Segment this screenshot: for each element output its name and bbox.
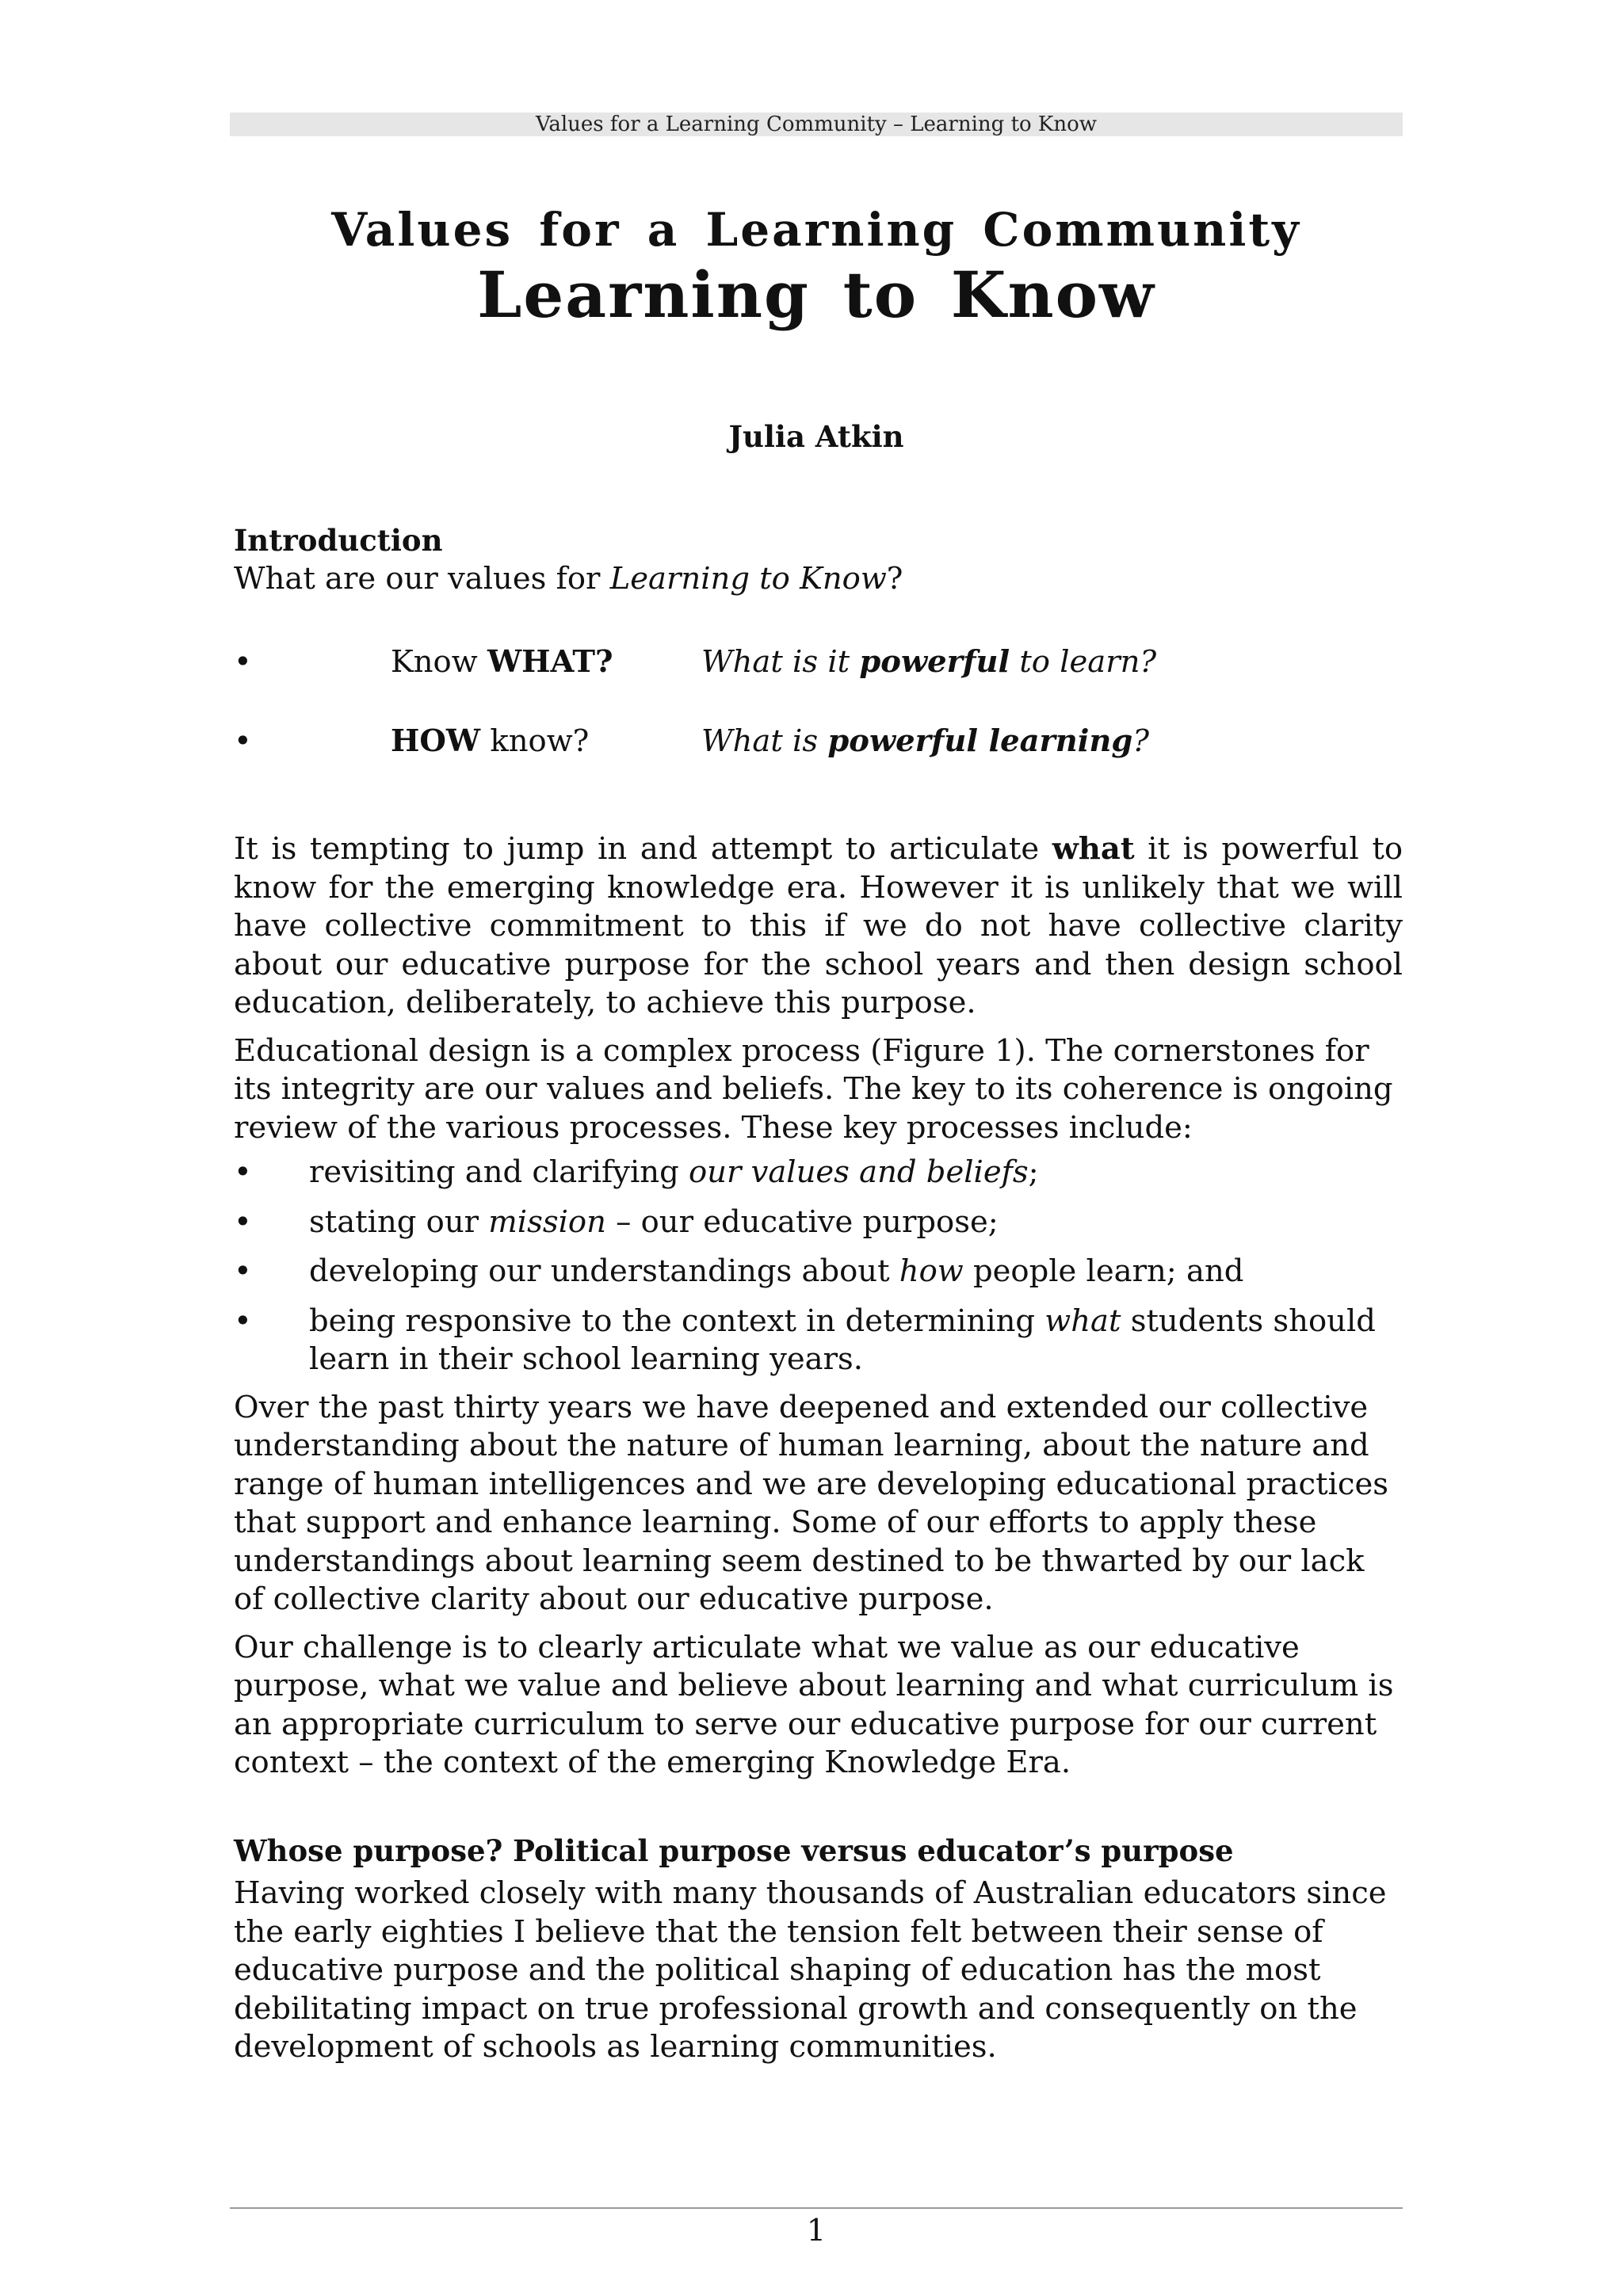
question-row-how: [234, 723, 1403, 761]
running-header: Values for a Learning Community – Learning to Know: [230, 113, 1403, 136]
paragraph-educational-design: Educational design is a complex process (Figure 1). The cornerstones for its integrity are our values and beliefs. The key to its coherence is ongoing review of the various processes. These key processes include:: [234, 1032, 1393, 1146]
question-keyword: Know WHAT?: [391, 644, 613, 680]
list-item: • stating our mission – our educative purpose;: [234, 1203, 999, 1240]
question-keyword: HOW know?: [391, 723, 590, 759]
spacer: [234, 598, 1403, 643]
spacer: [234, 681, 1403, 723]
page-number: 1: [806, 2213, 827, 2248]
paragraph-tempting: It is tempting to jump in and attempt to articulate what it is powerful to know for the emerging knowledge era. However it is unlikely that we will have collective commitment to this if we do not have collective clarity about our educative purpose for the school years and then design school education, deliberately, to achieve this purpose.: [234, 831, 1403, 1020]
section-heading-whose-purpose: Whose purpose? Political purpose versus educator’s purpose: [234, 1833, 1234, 1868]
document-title-line2: Learning to Know: [477, 257, 1155, 332]
question-text: What is powerful learning?: [701, 723, 1149, 759]
list-item: • revisiting and clarifying our values and beliefs;: [234, 1154, 1039, 1190]
spacer: [234, 1783, 1403, 1832]
bullet: •: [234, 644, 252, 680]
spacer: [234, 1379, 1403, 1389]
question-row-what: [234, 643, 1403, 681]
spacer: [234, 1619, 1403, 1629]
document-title-line1: Values for a Learning Community: [331, 203, 1301, 257]
section-heading-introduction: Introduction: [234, 523, 443, 558]
bullet: •: [234, 723, 252, 759]
document-body: [234, 521, 1403, 2067]
paragraph-our-challenge: Our challenge is to clearly articulate what we value as our educative purpose, what we value and believe about learning and what curriculum is an appropriate curriculum to serve our educative purpose for our current context – the context of the emerging Knowledge Era.: [234, 1629, 1394, 1780]
title-block: [230, 202, 1403, 330]
author-name: Julia Atkin: [728, 419, 904, 454]
question-text: What is it powerful to learn?: [701, 644, 1157, 680]
intro-question: What are our values for Learning to Know?: [234, 560, 903, 597]
paragraph-past-thirty-years: Over the past thirty years we have deepened and extended our collective understanding about the nature of human learning, about the nature and range of human intelligences and we are developing educational practices that support and enhance learning. Some of our efforts to apply these understandings about learning seem destined to be thwarted by our lack of collective clarity about our educative purpose.: [234, 1389, 1388, 1617]
spacer: [234, 761, 1403, 830]
footer-divider: [230, 2207, 1403, 2209]
paragraph-having-worked: Having worked closely with many thousands of Australian educators since the early eighties I believe that the tension felt between their sense of educative purpose and the political shaping of education has the most debilitating impact on true professional growth and consequently on the development of schools as learning communities.: [234, 1875, 1387, 2065]
key-processes-list: [234, 1154, 1403, 1379]
list-item: • developing our understandings about how people learn; and: [234, 1253, 1244, 1289]
spacer: [234, 1023, 1403, 1032]
list-item: • being responsive to the context in determining what students should learn in their school learning years.: [234, 1302, 1376, 1377]
